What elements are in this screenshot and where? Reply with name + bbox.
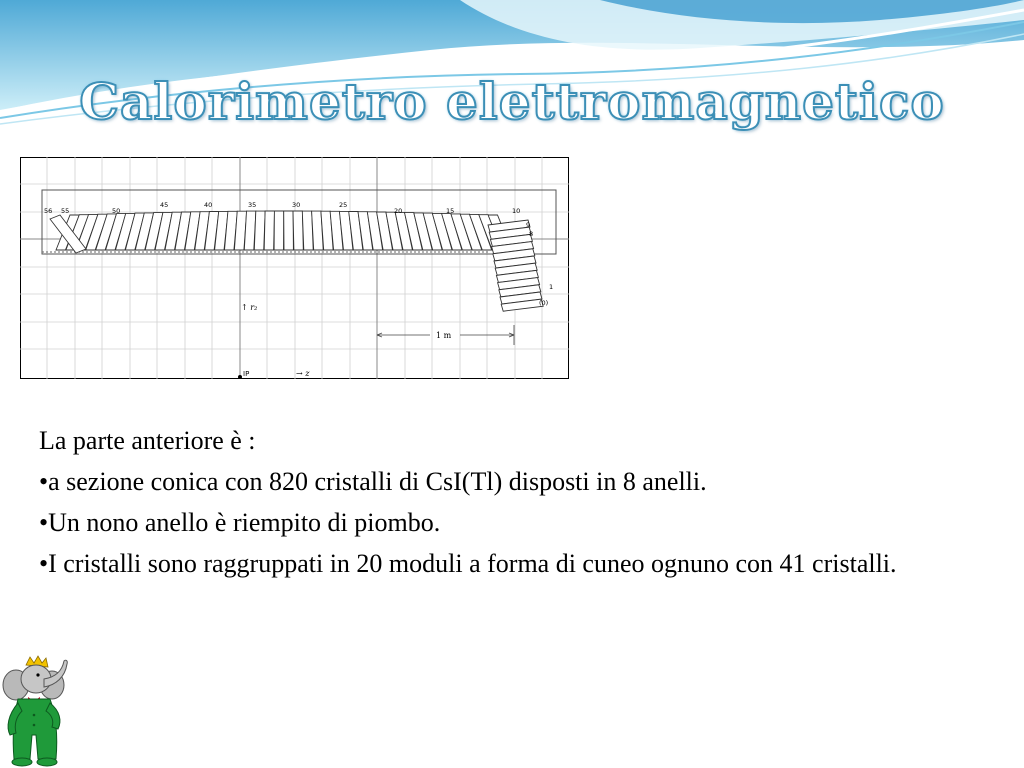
scale-label: 1 m (436, 331, 452, 340)
crystal-number: 8 (529, 230, 534, 238)
ip-marker (238, 375, 242, 379)
crystal-number: 10 (512, 207, 521, 215)
calorimeter-diagram (20, 157, 569, 379)
crystal-number: 40 (204, 201, 213, 209)
crystal-number: 30 (292, 201, 301, 209)
crystal-number: 35 (248, 201, 257, 209)
crystal-number: 15 (446, 207, 455, 215)
crystal-number: 20 (394, 207, 403, 215)
crystal-number: 56 (44, 207, 53, 215)
crystal (274, 211, 284, 250)
ip-label: IP (243, 370, 250, 378)
crystal-number: (0) (539, 299, 549, 307)
crystal (264, 211, 274, 250)
crystal-number: 25 (339, 201, 348, 209)
slide-title: Calorimetro elettromagnetico (79, 72, 945, 131)
elephant-king-mascot-icon (0, 655, 70, 768)
body-text (39, 420, 969, 584)
crystal-number: 50 (112, 207, 121, 215)
intro-line: La parte anteriore è : (39, 426, 256, 455)
crystal (284, 211, 294, 250)
bullet-item: •Un nono anello è riempito di piombo. (39, 508, 441, 537)
bullet-item: •a sezione conica con 820 cristalli di CsI(Tl) disposti in 8 anelli. (39, 467, 707, 496)
crystal-number: 1 (549, 283, 554, 291)
crystal-number: 55 (61, 207, 70, 215)
crystal (254, 211, 265, 250)
bullet-item: •I cristalli sono raggruppati in 20 moduli a forma di cuneo ognuno con 41 cristalli. (39, 549, 897, 578)
r2-axis-label: ↑ r₂ (241, 303, 258, 312)
crystal-number: 45 (160, 201, 169, 209)
z-axis-label: → z (296, 369, 310, 378)
crystal-number: 9 (526, 221, 531, 229)
crystal (293, 211, 303, 250)
